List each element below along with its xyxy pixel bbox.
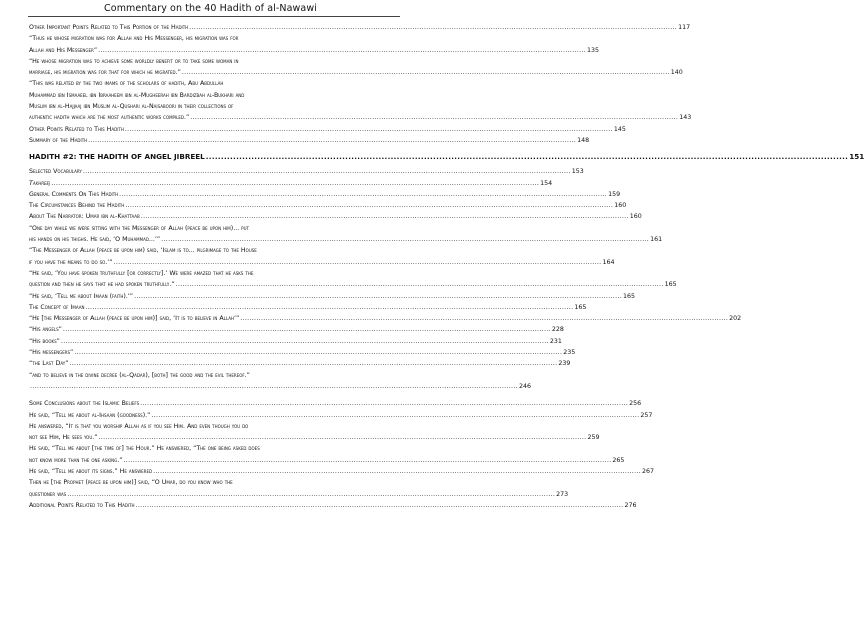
dot-leader — [123, 455, 611, 466]
toc-entry-line: Muhammad ibn Ismaaeel ibn Ibraaheem ibn al-Mugheerah ibn Bardizbah al-Bukhari and — [29, 91, 245, 99]
toc-page-number: 154 — [540, 179, 553, 187]
toc-entry[interactable] — [29, 313, 742, 324]
dot-leader — [240, 313, 728, 324]
toc-entry-last-line — [29, 150, 864, 164]
toc-entry[interactable] — [29, 302, 587, 313]
toc-entry-title: marriage, his migration was for that for which he migrated.” — [29, 69, 181, 77]
dot-leader — [125, 200, 613, 211]
toc-entry[interactable] — [29, 166, 584, 177]
toc-entry-title: Some Conclusions about the Islamic Beliefs — [29, 400, 140, 408]
toc-page-number: 143 — [679, 114, 692, 122]
toc-entry-last-line — [29, 211, 642, 222]
toc-entry-title: “His messengers” — [29, 349, 74, 357]
toc-entry-last-line — [29, 22, 691, 33]
dot-leader — [141, 211, 629, 222]
toc-entry-title: questioner was — [29, 490, 67, 498]
toc-entry-title: question and then he says that he had spoken truthfully.” — [29, 281, 175, 289]
toc-entry-last-line — [29, 347, 576, 358]
toc-entry[interactable] — [29, 500, 637, 511]
dot-leader — [153, 466, 641, 477]
dot-leader — [51, 178, 539, 189]
toc-entry-last-line — [29, 135, 590, 146]
toc-entry[interactable] — [29, 78, 692, 123]
toc-entry[interactable] — [29, 124, 626, 135]
toc-entry-line: “The Messenger of Allah (peace be upon him) said, ‘Islam is to... pilgrimage to the House — [29, 247, 257, 255]
toc-page-number: 202 — [729, 315, 742, 323]
toc-entry-title: “His angels” — [29, 326, 62, 334]
toc-page-number: 160 — [629, 213, 642, 221]
dot-leader — [69, 358, 557, 369]
toc-entry-last-line — [29, 178, 553, 189]
dot-leader — [98, 45, 586, 56]
toc-entry-title: About The Narrator: Umar ibn al-Khattaab — [29, 213, 140, 221]
toc-page-number: 160 — [614, 202, 627, 210]
toc-page-number: 165 — [574, 303, 587, 311]
toc-page-number: 159 — [608, 190, 621, 198]
toc-entry[interactable] — [29, 22, 691, 33]
toc-entry-last-line — [29, 279, 677, 290]
toc-entry-title: Allah and His Messenger” — [29, 46, 98, 54]
toc-entry-last-line — [29, 489, 569, 500]
toc-page-number: 145 — [613, 125, 626, 133]
toc-entry-last-line — [29, 324, 564, 335]
toc-page-number: 165 — [623, 292, 636, 300]
toc-page-number: 256 — [629, 400, 642, 408]
toc-entry[interactable] — [29, 56, 683, 79]
toc-entry-last-line — [29, 291, 636, 302]
toc-entry-title: HADITH #2: THE HADITH OF ANGEL JIBREEL — [29, 152, 205, 162]
toc-entry[interactable] — [29, 189, 621, 200]
toc-entry-title: his hands on his thighs. He said, ‘O Muhammad...’” — [29, 236, 161, 244]
toc-page-number: 257 — [640, 411, 653, 419]
toc-entry-title: The Circumstances Behind the Hadith — [29, 202, 125, 210]
toc-entry-title: if you have the means to do so.’” — [29, 258, 113, 266]
toc-page-number: 259 — [587, 434, 600, 442]
dot-leader — [74, 347, 562, 358]
dot-leader — [140, 398, 628, 409]
toc-entry-last-line — [29, 234, 663, 245]
toc-entry-title: Other Important Points Related to This Portion of the Hadith — [29, 24, 189, 31]
dot-leader — [30, 381, 518, 392]
toc-page-number: 235 — [563, 349, 576, 357]
toc-entry-title: Summary of the Hadith — [29, 136, 88, 144]
toc-page-number: 231 — [549, 337, 562, 345]
toc-entry[interactable] — [29, 211, 642, 222]
toc-entry[interactable] — [29, 200, 627, 211]
toc-entry-line: “Thus he whose migration was for Allah and His Messenger, his migration was for — [29, 35, 239, 43]
toc-entry-last-line — [29, 455, 625, 466]
toc-entry-last-line — [29, 381, 531, 392]
toc-entry[interactable] — [29, 421, 600, 444]
toc-entry-title: He said, “Tell me about its signs.” He answered — [29, 467, 153, 475]
toc-entry[interactable] — [29, 178, 553, 189]
toc-entry[interactable] — [29, 33, 600, 56]
dot-leader — [161, 234, 649, 245]
dot-leader — [125, 124, 613, 135]
toc-entry[interactable] — [29, 398, 642, 409]
toc-page-number: 117 — [678, 24, 691, 31]
toc-entry-last-line — [29, 257, 615, 268]
dot-leader — [114, 257, 602, 268]
toc-chapter-heading[interactable] — [29, 150, 864, 164]
toc-entry-last-line — [29, 166, 584, 177]
dot-leader — [190, 112, 678, 123]
toc-page-number: 161 — [650, 236, 663, 244]
toc-page-number: 267 — [642, 467, 655, 475]
toc-entry-title: General Comments On This Hadith — [29, 190, 119, 198]
toc-entry-last-line — [29, 358, 571, 369]
toc-page-number: 273 — [556, 490, 569, 498]
toc-page-number: 164 — [602, 258, 615, 266]
toc-page-number: 151 — [849, 152, 864, 162]
toc-page-number: 239 — [558, 360, 571, 368]
dot-leader — [189, 22, 677, 33]
dot-leader — [134, 291, 622, 302]
dot-leader — [63, 324, 551, 335]
toc-page-number: 246 — [518, 382, 531, 390]
toc-entry[interactable] — [29, 135, 590, 146]
toc-entry-line: “He whose migration was to achieve some worldly benefit or to take some woman in — [29, 57, 239, 65]
toc-entry-last-line — [29, 112, 692, 123]
dot-leader — [83, 166, 571, 177]
header-rule — [28, 16, 400, 17]
dot-leader — [67, 489, 555, 500]
toc-entry-title: Additional Points Related to This Hadith — [29, 501, 135, 509]
toc-entry[interactable] — [29, 268, 677, 291]
toc-entry-last-line — [29, 200, 627, 211]
toc-entry-last-line — [29, 398, 642, 409]
toc-entry[interactable] — [29, 336, 562, 347]
dot-leader — [61, 336, 549, 347]
toc-entry-line: He answered, “It is that you worship Allah as if you see Him. And even though you do — [29, 422, 249, 430]
toc-entry-title: Takhreej — [29, 179, 51, 187]
dot-leader — [206, 150, 848, 164]
toc-entry-last-line — [29, 189, 621, 200]
toc-entry[interactable] — [29, 291, 636, 302]
toc-entry[interactable] — [29, 347, 576, 358]
toc-entry[interactable] — [29, 324, 564, 335]
toc-page-number: 153 — [571, 168, 584, 176]
toc-page-number: 228 — [551, 326, 564, 334]
toc-entry[interactable] — [29, 477, 569, 500]
dot-leader — [176, 279, 664, 290]
dot-leader — [85, 302, 573, 313]
toc-entry-line: “He said, ‘You have spoken truthfully [or correctly].’ We were amazed that he asks the — [29, 269, 254, 277]
table-of-contents — [29, 22, 864, 511]
toc-page-number: 265 — [612, 456, 625, 464]
toc-entry-line: Muslim ibn al-Hajjaaj ibn Muslim al-Qushari al-Naisaboori in their collections of — [29, 103, 234, 111]
toc-entry-title: Selected Vocabulary — [29, 168, 82, 176]
toc-entry-last-line — [29, 45, 600, 56]
toc-entry[interactable] — [29, 410, 653, 421]
toc-entry-last-line — [29, 313, 742, 324]
toc-entry[interactable] — [29, 370, 531, 393]
toc-entry[interactable] — [29, 466, 655, 477]
toc-entry-title: not know more than the one asking.” — [29, 456, 123, 464]
toc-entry[interactable] — [29, 443, 625, 466]
toc-page-number: 165 — [664, 281, 677, 289]
toc-entry[interactable] — [29, 358, 571, 369]
toc-entry-title: Other Points Related to This Hadith — [29, 125, 124, 133]
toc-entry-last-line — [29, 410, 653, 421]
dot-leader — [88, 135, 576, 146]
toc-entry-last-line — [29, 336, 562, 347]
dot-leader — [151, 410, 639, 421]
toc-entry-last-line — [29, 124, 626, 135]
toc-entry-title: The Concept of Imaan — [29, 303, 85, 311]
toc-entry-title: “He [the Messenger of Allah (peace be upon him)] said, ‘It is to believe in Allah’” — [29, 315, 240, 323]
toc-entry-last-line — [29, 432, 600, 443]
toc-page-number: 148 — [577, 136, 590, 144]
toc-entry-title: not see Him, He sees you.” — [29, 434, 98, 442]
toc-entry-title: He said, “Tell me about al-Ihsaan (goodness).” — [29, 411, 151, 419]
dot-leader — [99, 432, 587, 443]
toc-entry-line: He said, “Tell me about [the time of] the Hour.” He answered, “The one being asked does — [29, 445, 260, 453]
dot-leader — [136, 500, 624, 511]
toc-page-number: 135 — [587, 46, 600, 54]
toc-entry-last-line — [29, 466, 655, 477]
toc-entry-line: “and to believe in the divine decree (al-Qadar), [both] the good and the evil thereof.” — [29, 371, 250, 379]
toc-entry[interactable] — [29, 245, 615, 268]
toc-entry-line: “One day while we were sitting with the Messenger of Allah (peace be upon him)... put — [29, 224, 249, 232]
toc-page-number: 276 — [624, 501, 637, 509]
dot-leader — [182, 67, 670, 78]
toc-entry-last-line — [29, 67, 683, 78]
toc-entry-last-line — [29, 302, 587, 313]
toc-entry-title: “the Last Day” — [29, 360, 69, 368]
toc-entry[interactable] — [29, 223, 663, 246]
toc-entry-title: “His books” — [29, 337, 60, 345]
running-head: Commentary on the 40 Hadith of al-Nawawi — [104, 3, 317, 14]
toc-entry-line: “This was related by the two imams of the scholars of hadith, Abu Abdullah — [29, 80, 224, 88]
toc-entry-last-line — [29, 500, 637, 511]
toc-entry-title: authentic hadith which are the most authentic works compiled.” — [29, 114, 190, 122]
dot-leader — [119, 189, 607, 200]
toc-page-number: 140 — [670, 69, 683, 77]
toc-entry-line: Then he [the Prophet (peace be upon him)] said, “O Umar, do you know who the — [29, 479, 233, 487]
toc-entry-title: “He said, ‘Tell me about Imaan (faith).’” — [29, 292, 134, 300]
